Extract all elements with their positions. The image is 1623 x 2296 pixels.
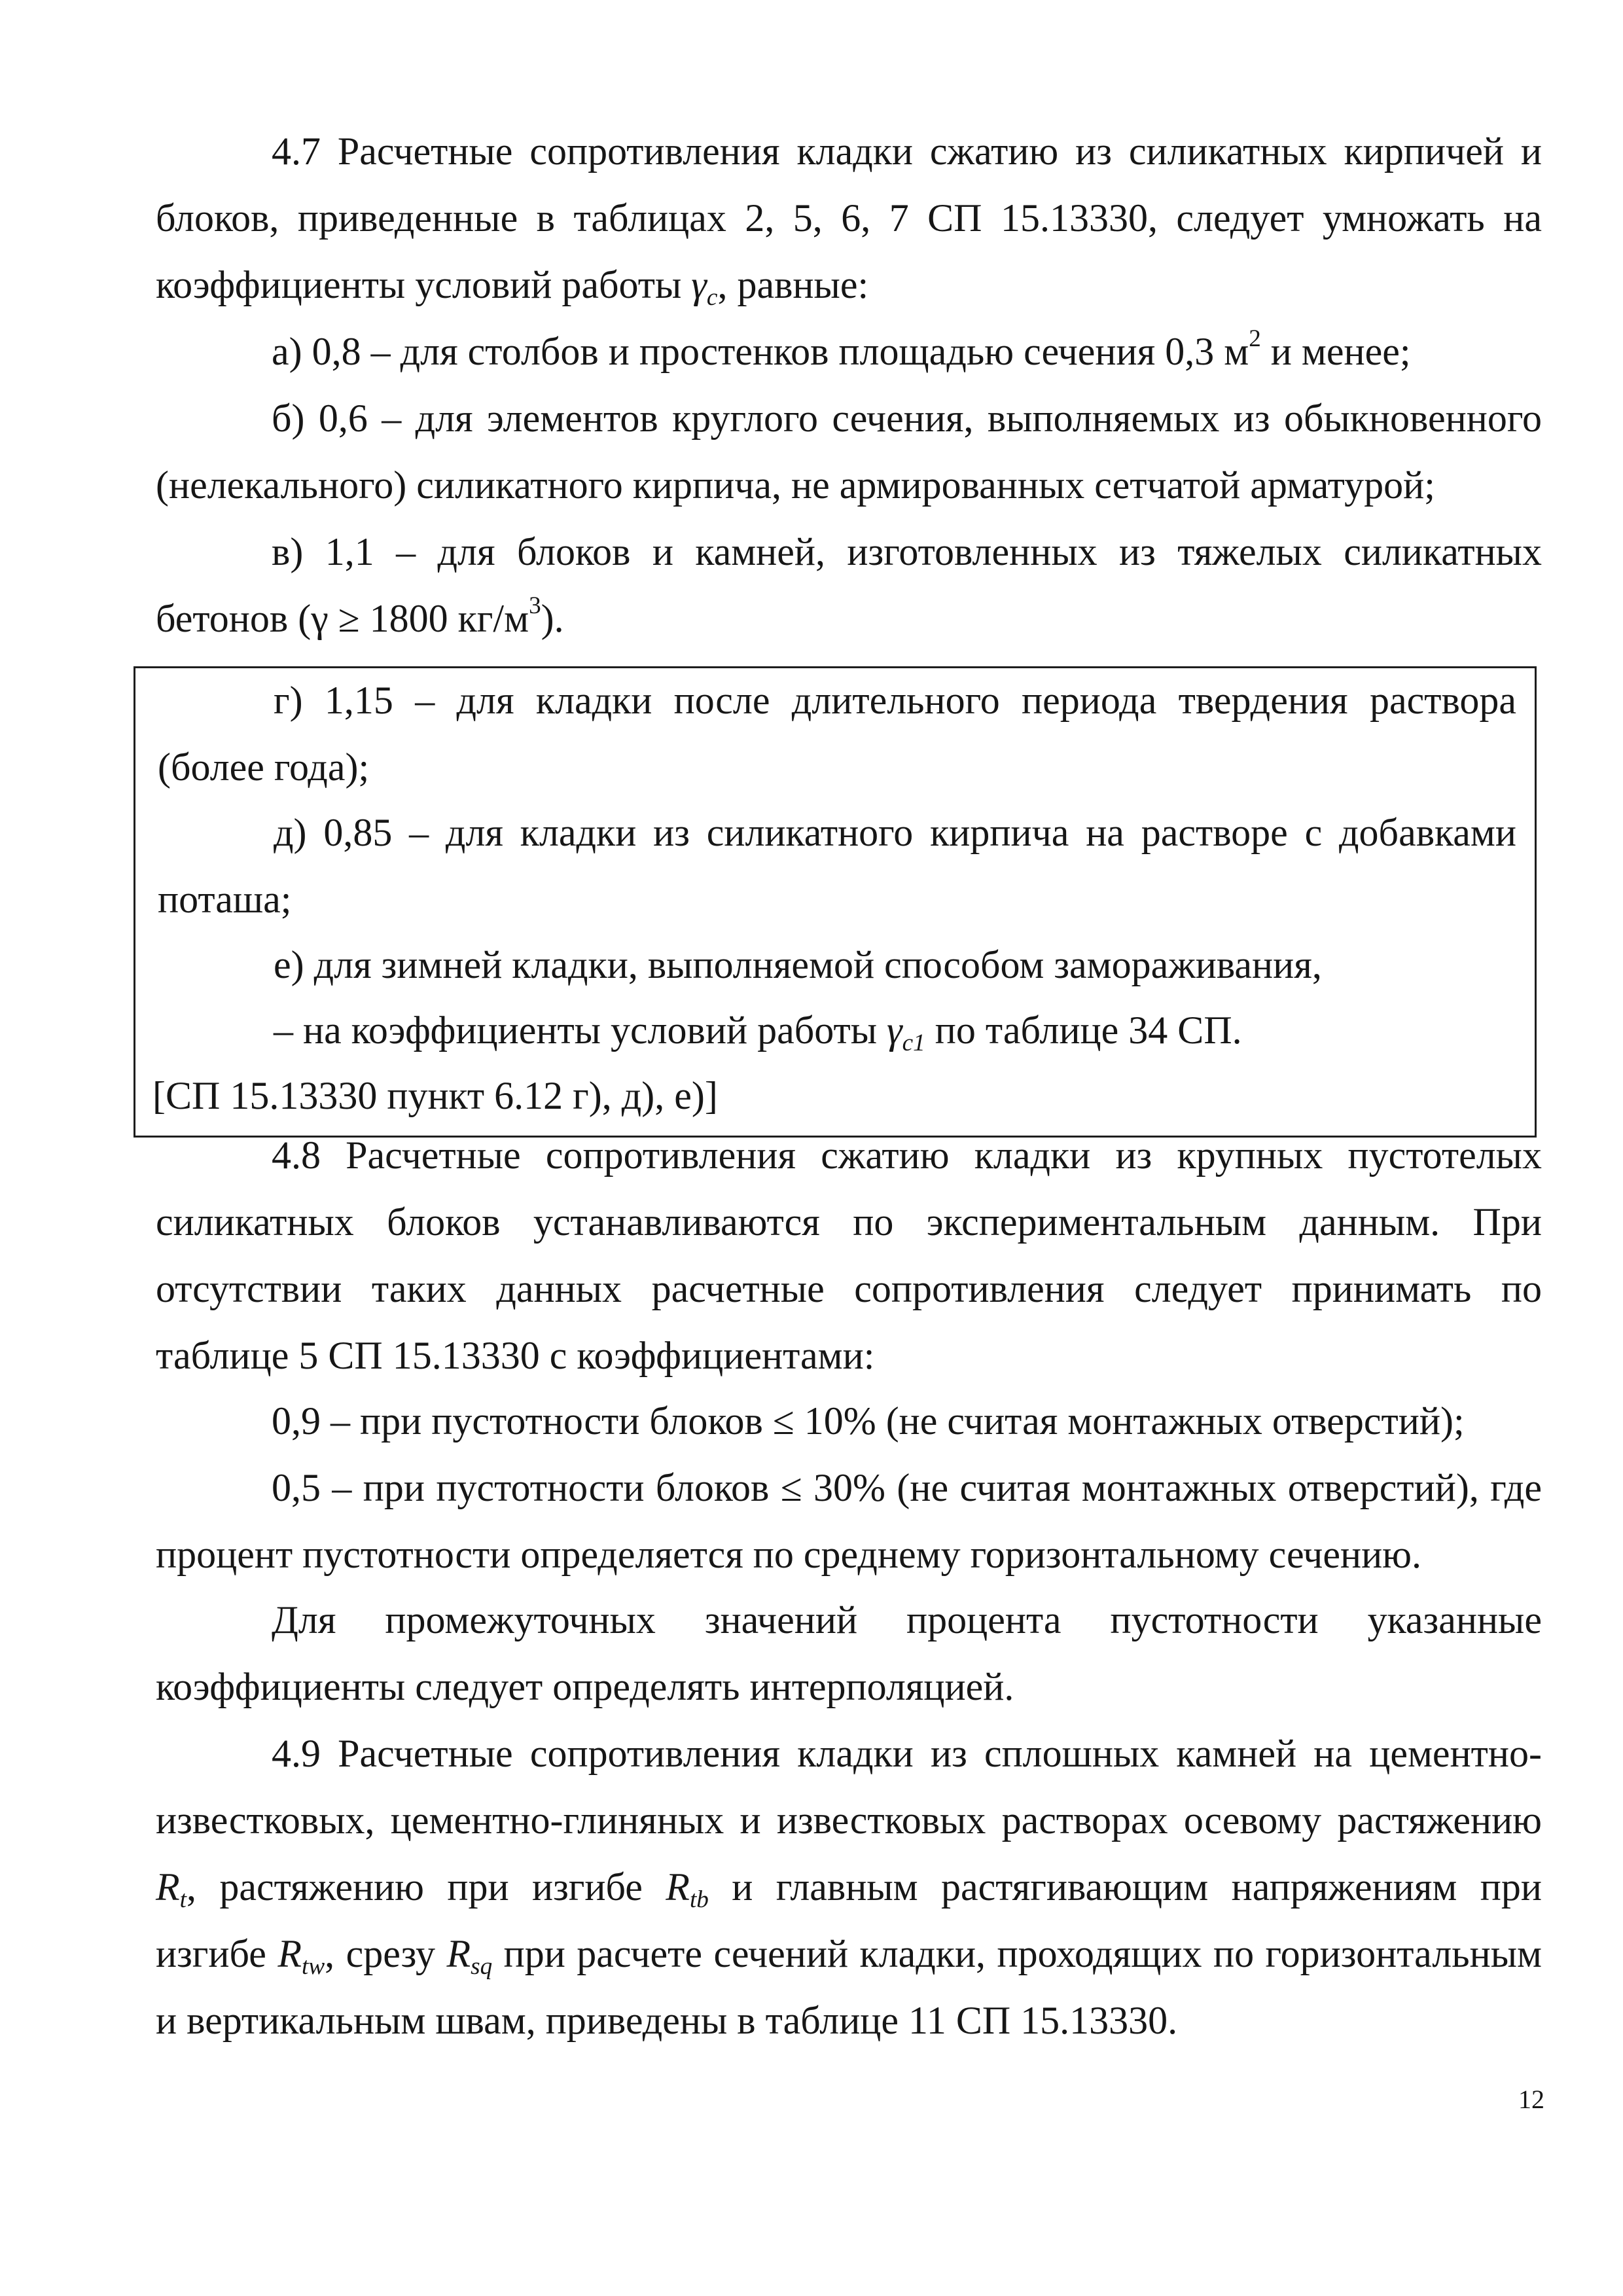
item-g: г) 1,15 – для кладки после длительного периода твердения раствора (более года); bbox=[158, 679, 1516, 789]
text: 4.7 Расчетные сопротивления кладки сжатию из силикатных кирпичей и блоков, приведенные в таблицах 2, 5, 6, 7 СП 15.13330, следует умножать на коэффициенты условий работы bbox=[156, 130, 1542, 306]
text: – на коэффициенты условий работы bbox=[274, 1009, 878, 1052]
gamma-symbol: γ bbox=[691, 263, 707, 306]
text: , растяжению при изгибе bbox=[187, 1865, 666, 1909]
boxed-insert bbox=[134, 666, 1537, 1138]
item-2: 0,5 – при пустотности блоков ≤ 30% (не считая монтажных отверстий), где процент пустотности определяется по среднему горизонтальному сечению. bbox=[156, 1466, 1542, 1576]
item-1: 0,9 – при пустотности блоков ≤ 10% (не считая монтажных отверстий); bbox=[272, 1399, 1465, 1443]
page-number: 12 bbox=[1518, 2085, 1544, 2114]
paragraph-4-7-intro bbox=[156, 118, 1542, 318]
symbol-r: R bbox=[666, 1865, 690, 1909]
subscript: sq bbox=[471, 1953, 493, 1981]
text: ). bbox=[541, 597, 564, 640]
text: 4.9 Расчетные сопротивления кладки из сплошных камней на цементно-известковых, цементно-глиняных и известковых растворах осевому растяжению bbox=[156, 1732, 1542, 1842]
text: в) 1,1 – для блоков и камней, изготовленных из тяжелых силикатных бетонов (γ ≥ 1800 кг/м bbox=[156, 530, 1542, 640]
text: а) 0,8 – для столбов и простенков площадью сечения 0,3 м bbox=[272, 330, 1249, 373]
text: , равные: bbox=[717, 263, 869, 306]
gamma-symbol: γ bbox=[887, 1009, 902, 1052]
gamma-subscript: c bbox=[706, 284, 718, 312]
symbol-r: R bbox=[446, 1932, 471, 1975]
paragraph-4-9 bbox=[156, 1720, 1542, 2054]
subscript: t bbox=[179, 1886, 187, 1914]
superscript: 3 bbox=[529, 592, 541, 620]
subscript: tb bbox=[689, 1886, 709, 1914]
superscript: 2 bbox=[1249, 325, 1261, 353]
subscript: tw bbox=[302, 1953, 325, 1981]
symbol-r: R bbox=[277, 1932, 302, 1975]
paragraph-4-8: 4.8 Расчетные сопротивления сжатию кладки из крупных пустотелых силикатных блоков устанавливаются по экспериментальным данным. При отсутствии таких данных расчетные сопротивления следует принимать по таблице 5 СП 15.13330 с коэффициентами: bbox=[156, 1134, 1542, 1377]
item-v bbox=[156, 518, 1542, 652]
gamma-subscript: c1 bbox=[902, 1030, 925, 1057]
item-b: б) 0,6 – для элементов круглого сечения, выполняемых из обыкновенного (нелекального) силикатного кирпича, не армированных сетчатой арматурой; bbox=[156, 397, 1542, 507]
item-a bbox=[156, 318, 1542, 385]
note-interpolation: Для промежуточных значений процента пустотности указанные коэффициенты следует определять интерполяцией. bbox=[156, 1598, 1542, 1708]
text: , срезу bbox=[325, 1932, 447, 1975]
winter-coefficient-line bbox=[158, 997, 1516, 1064]
symbol-r: R bbox=[156, 1865, 180, 1909]
item-e: е) для зимней кладки, выполняемой способом замораживания, bbox=[274, 943, 1322, 986]
text: при расчете сечений кладки, проходящих по горизонтальным и вертикальным швам, приведены в таблице 11 СП 15.13330. bbox=[156, 1932, 1543, 2042]
text: и главным растягивающим напряжениям при изгибе bbox=[156, 1865, 1542, 1975]
text: по таблице 34 СП. bbox=[925, 1009, 1242, 1052]
text: и менее; bbox=[1260, 330, 1411, 373]
item-d: д) 0,85 – для кладки из силикатного кирпича на растворе с добавками поташа; bbox=[158, 811, 1516, 921]
reference: [СП 15.13330 пункт 6.12 г), д), е)] bbox=[152, 1074, 718, 1117]
